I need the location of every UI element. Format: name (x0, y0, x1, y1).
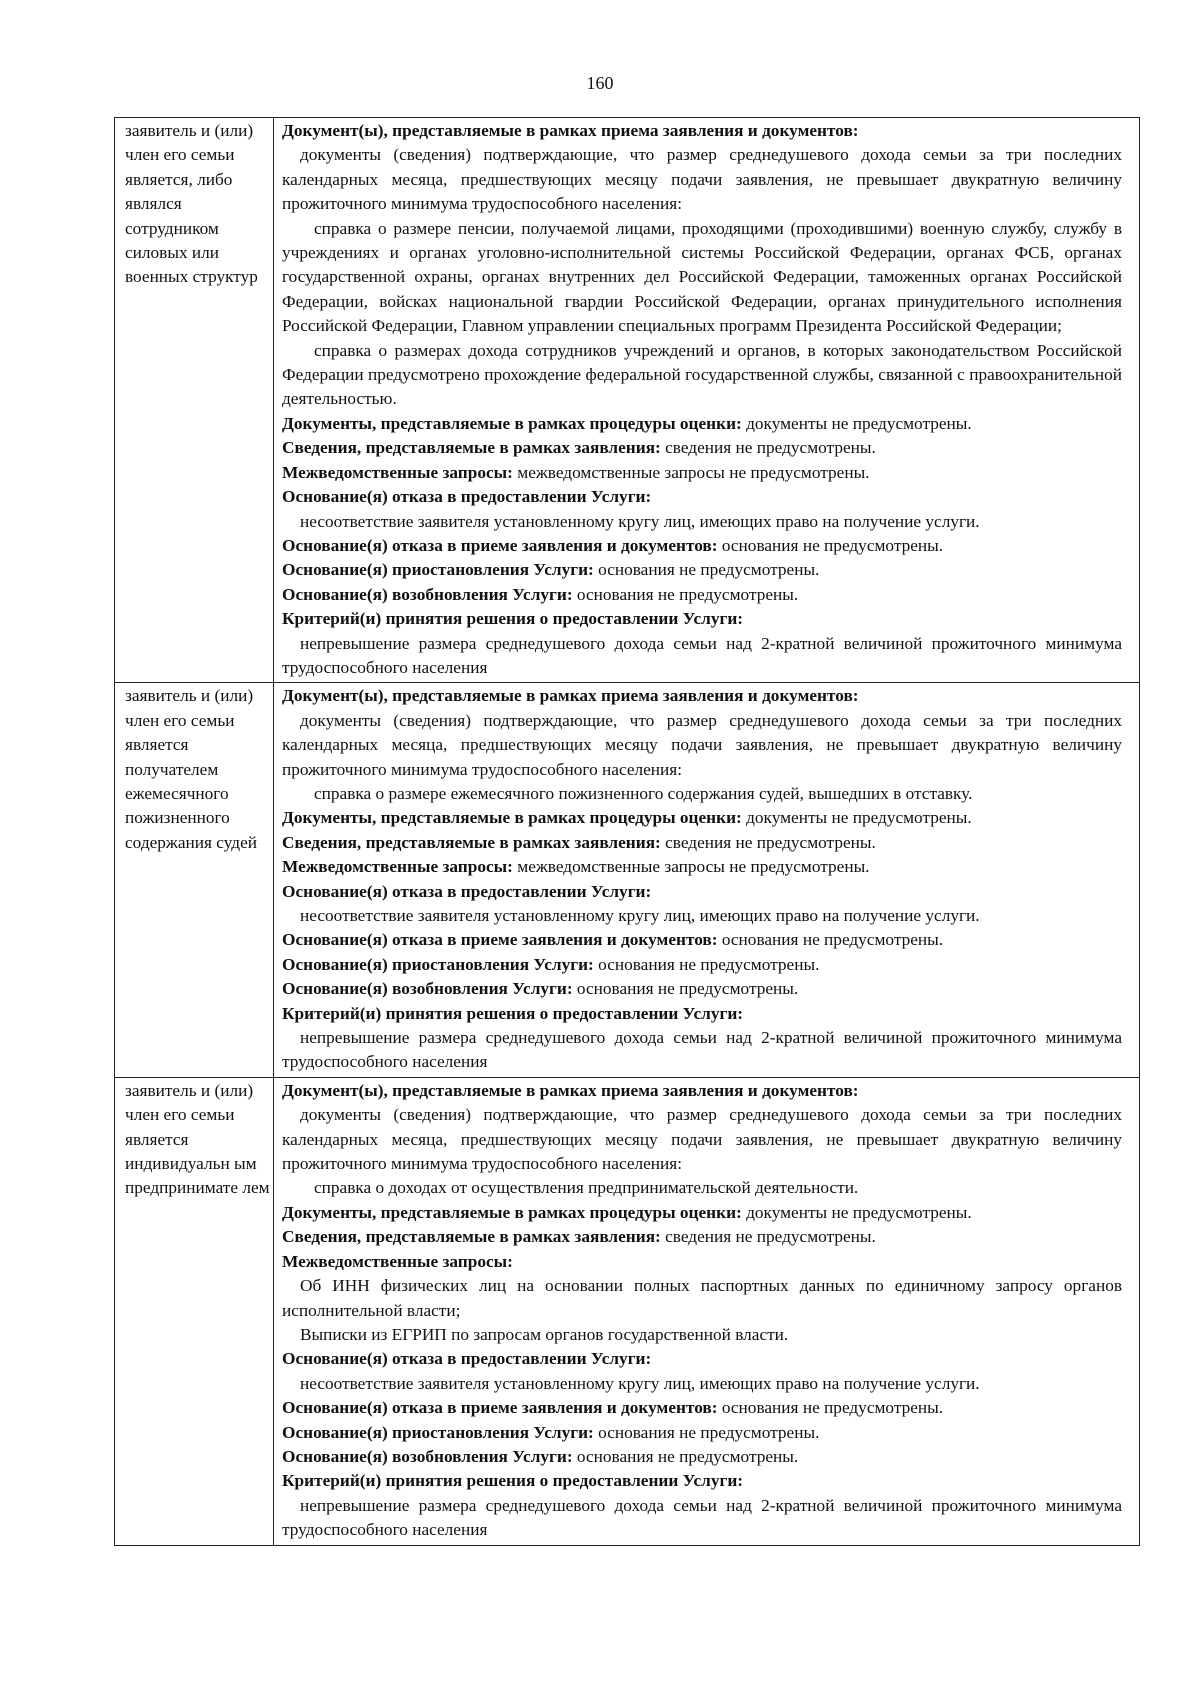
section-heading: Основание(я) отказа в предоставлении Услуги: (282, 881, 652, 901)
service-details-cell (274, 1077, 1140, 1545)
section-value: сведения не предусмотрены. (660, 832, 876, 852)
section-heading: Основание(я) приостановления Услуги: (282, 560, 594, 580)
section-value: основания не предусмотрены. (572, 979, 799, 999)
applicant-category-cell (115, 118, 274, 683)
detail-section (282, 1225, 1122, 1249)
section-value: документы не предусмотрены. (741, 413, 972, 433)
section-value: сведения не предусмотрены. (660, 1227, 876, 1247)
table-row (115, 1077, 1140, 1545)
section-heading: Документы, представляемые в рамках процедуры оценки: (282, 808, 742, 828)
detail-section (282, 1250, 1122, 1274)
section-heading: Критерий(и) принятия решения о предоставлении Услуги: (282, 1471, 744, 1491)
page-number: 160 (586, 73, 614, 93)
detail-section (282, 831, 1122, 855)
section-heading: Основание(я) отказа в предоставлении Услуги: (282, 487, 652, 507)
detail-section (282, 436, 1122, 460)
section-paragraph: документы (сведения) подтверждающие, что размер среднедушевого дохода семьи за три последних календарных месяца, предшествующих месяцу подачи заявления, не превышает двукратную величину прожиточного минимума трудоспособного населения: (282, 710, 1122, 779)
section-paragraph: непревышение размера среднедушевого дохода семьи над 2-кратной величиной прожиточного минимума трудоспособного населения (282, 1028, 1122, 1072)
detail-section (282, 412, 1122, 436)
section-heading: Документы, представляемые в рамках процедуры оценки: (282, 1202, 742, 1222)
section-heading: Критерий(и) принятия решения о предоставлении Услуги: (282, 609, 744, 629)
detail-section (282, 928, 1122, 952)
detail-section (282, 607, 1122, 631)
section-paragraph: непревышение размера среднедушевого дохода семьи над 2-кратной величиной прожиточного минимума трудоспособного населения (282, 1495, 1122, 1540)
detail-section (282, 1469, 1122, 1493)
applicant-category-text: заявитель и (или) член его семьи является получателем ежемесячного пожизненного содержания судей (125, 686, 257, 852)
section-heading: Основание(я) возобновления Услуги: (282, 584, 573, 604)
section-heading: Межведомственные запросы: (282, 1251, 513, 1271)
detail-section (282, 1201, 1122, 1225)
section-heading: Основание(я) отказа в приеме заявления и документов: (282, 1398, 718, 1418)
section-heading: Основание(я) возобновления Услуги: (282, 979, 573, 999)
section-paragraph: непревышение размера среднедушевого дохода семьи над 2-кратной величиной прожиточного минимума трудоспособного населения (282, 633, 1122, 677)
applicant-category-text: заявитель и (или) член его семьи является индивидуальн ым предпринимате лем (125, 1080, 270, 1198)
section-paragraph: несоответствие заявителя установленному кругу лиц, имеющих право на получение услуги. (300, 511, 980, 531)
section-heading: Сведения, представляемые в рамках заявления: (282, 832, 661, 852)
section-heading: Основание(я) возобновления Услуги: (282, 1446, 573, 1466)
section-paragraph: справка о доходах от осуществления предпринимательской деятельности. (314, 1178, 859, 1198)
section-heading: Основание(я) отказа в приеме заявления и документов: (282, 930, 718, 950)
detail-section (282, 977, 1122, 1001)
section-heading: Документ(ы), представляемые в рамках приема заявления и документов: (282, 121, 859, 140)
section-heading: Основание(я) отказа в предоставлении Услуги: (282, 1349, 652, 1369)
section-value: основания не предусмотрены. (593, 954, 820, 974)
detail-section (282, 684, 1122, 708)
table-row (115, 683, 1140, 1078)
section-value: межведомственные запросы не предусмотрены. (512, 857, 870, 877)
detail-section (282, 806, 1122, 830)
section-heading: Документы, представляемые в рамках процедуры оценки: (282, 413, 742, 433)
table-body (115, 118, 1140, 1546)
section-value: документы не предусмотрены. (741, 1202, 972, 1222)
section-paragraph: несоответствие заявителя установленному кругу лиц, имеющих право на получение услуги. (300, 1373, 980, 1393)
section-heading: Межведомственные запросы: (282, 857, 513, 877)
detail-section (282, 953, 1122, 977)
section-paragraph: документы (сведения) подтверждающие, что размер среднедушевого дохода семьи за три последних календарных месяца, предшествующих месяцу подачи заявления, не превышает двукратную величину прожиточного минимума трудоспособного населения: (282, 1105, 1122, 1174)
section-paragraph: документы (сведения) подтверждающие, что размер среднедушевого дохода семьи за три последних календарных месяца, предшествующих месяцу подачи заявления, не превышает двукратную величину прожиточного минимума трудоспособного населения: (282, 145, 1122, 214)
section-heading: Межведомственные запросы: (282, 462, 513, 482)
section-heading: Основание(я) приостановления Услуги: (282, 1422, 594, 1442)
services-table (114, 117, 1140, 1546)
section-heading: Сведения, представляемые в рамках заявления: (282, 1227, 661, 1247)
applicant-category-text: заявитель и (или) член его семьи является, либо являлся сотрудником силовых или военных структур (125, 121, 258, 287)
detail-section (282, 534, 1122, 558)
section-paragraph: справка о размерах дохода сотрудников учреждений и органов, в которых законодательством Российской Федерации предусмотрено прохождение федеральной государственной службы, связанной с правоохранительной деятельностью. (282, 340, 1122, 409)
detail-section (282, 485, 1122, 509)
detail-section (282, 583, 1122, 607)
section-heading: Основание(я) приостановления Услуги: (282, 954, 594, 974)
detail-section (282, 461, 1122, 485)
section-heading: Документ(ы), представляемые в рамках приема заявления и документов: (282, 686, 859, 706)
section-value: документы не предусмотрены. (741, 808, 972, 828)
detail-section (282, 558, 1122, 582)
section-value: основания не предусмотрены. (717, 1398, 944, 1418)
section-value: основания не предусмотрены. (593, 560, 820, 580)
detail-section (282, 855, 1122, 879)
section-heading: Документ(ы), представляемые в рамках приема заявления и документов: (282, 1080, 859, 1100)
applicant-category-cell (115, 683, 274, 1078)
section-value: основания не предусмотрены. (593, 1422, 820, 1442)
section-paragraph: справка о размере пенсии, получаемой лицами, проходящими (проходившими) военную службу, службу в учреждениях и органах уголовно-исполнительной системы Российской Федерации, органах ФСБ, органах государственной охраны, органах внутренних дел Российской Федерации, таможенных органах Российской Федерации, войсках национальной гвардии Российской Федерации, органах принудительного исполнения Российской Федерации, Главном управлении специальных программ Президента Российской Федерации; (282, 218, 1122, 336)
section-value: основания не предусмотрены. (717, 930, 944, 950)
section-value: сведения не предусмотрены. (660, 438, 876, 458)
detail-section (282, 1002, 1122, 1026)
service-details-cell (274, 118, 1140, 683)
section-value: основания не предусмотрены. (717, 535, 944, 555)
section-value: основания не предусмотрены. (572, 584, 799, 604)
section-value: межведомственные запросы не предусмотрены. (512, 462, 870, 482)
section-value: основания не предусмотрены. (572, 1446, 799, 1466)
detail-section (282, 1445, 1122, 1469)
table-row (115, 118, 1140, 683)
section-heading: Основание(я) отказа в приеме заявления и документов: (282, 535, 718, 555)
section-heading: Сведения, представляемые в рамках заявления: (282, 438, 661, 458)
detail-section (282, 1421, 1122, 1445)
section-paragraph: справка о размере ежемесячного пожизненного содержания судей, вышедших в отставку. (314, 783, 973, 803)
service-details-cell (274, 683, 1140, 1078)
applicant-category-cell (115, 1077, 274, 1545)
detail-section (282, 1347, 1122, 1371)
section-paragraph: несоответствие заявителя установленному кругу лиц, имеющих право на получение услуги. (300, 906, 980, 925)
section-paragraph: Об ИНН физических лиц на основании полных паспортных данных по единичному запросу органов исполнительной власти; (282, 1276, 1122, 1320)
detail-section (282, 880, 1122, 904)
detail-section (282, 1079, 1122, 1103)
detail-section (282, 1396, 1122, 1420)
section-paragraph: Выписки из ЕГРИП по запросам органов государственной власти. (300, 1324, 789, 1344)
detail-section (282, 119, 1122, 143)
section-heading: Критерий(и) принятия решения о предоставлении Услуги: (282, 1003, 744, 1023)
